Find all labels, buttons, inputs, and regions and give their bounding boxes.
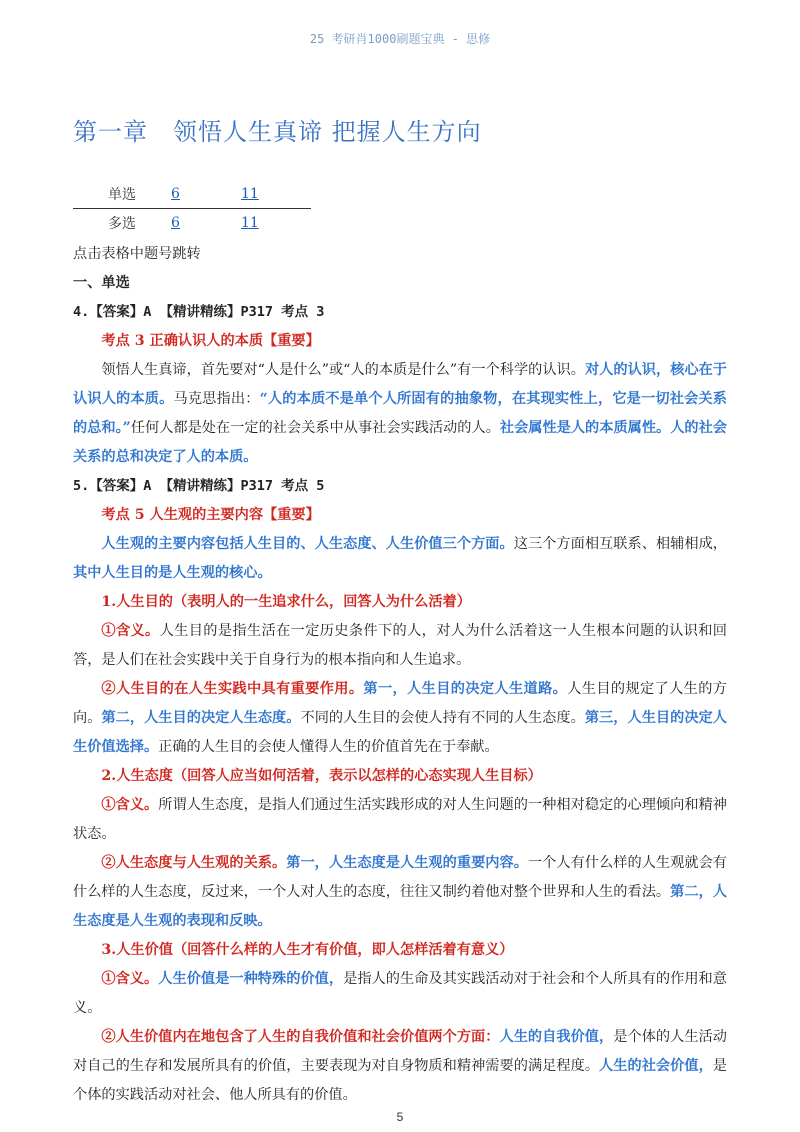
paragraph-s2-meaning: ①含义。所谓人生态度，是指人们通过生活实践形成的对人生问题的一种相对稳定的心理倾向和精神状态。	[73, 797, 727, 842]
paragraph-s3-aspects: ②人生价值内在地包含了人生的自我价值和社会价值两个方面：人生的自我价值，是个体的人生活动对自己的生存和发展所具有的价值，主要表现为对自身物质和精神需要的满足程度。人生的社会价值，是个体的实践活动对社会、他人所具有的价值。	[73, 1029, 727, 1103]
paragraph-s1-meaning: ①含义。人生目的是指生活在一定历史条件下的人，对人为什么活着这一人生根本问题的认识和回答，是人们在社会实践中关于自身行为的根本指向和人生追求。	[73, 623, 727, 668]
nav-link-multi-11[interactable]: 11	[241, 215, 259, 231]
point-title-q5: 考点 5 人生观的主要内容【重要】	[101, 507, 320, 523]
paragraph-s1-role: ②人生目的在人生实践中具有重要作用。第一，人生目的决定人生道路。人生目的规定了人生的方向。第二，人生目的决定人生态度。不同的人生目的会使人持有不同的人生态度。第三，人生目的决定人生价值选择。正确的人生目的会使人懂得人生的价值首先在于奉献。	[73, 681, 727, 755]
nav-hint: 点击表格中题号跳转	[73, 246, 201, 262]
point-title-q4: 考点 3 正确认识人的本质【重要】	[101, 333, 320, 349]
nav-label-single: 单选	[73, 180, 171, 209]
chapter-title: 第一章 领悟人生真谛 把握人生方向	[73, 118, 482, 146]
subsection-title-3: 3.人生价值（回答什么样的人生才有价值，即人怎样活着有意义）	[101, 942, 514, 958]
document-body	[73, 240, 727, 1110]
paragraph-s3-meaning: ①含义。人生价值是一种特殊的价值，是指人的生命及其实践活动对于社会和个人所具有的作用和意义。	[73, 971, 727, 1016]
answer-line-q5: 5.【答案】A 【精讲精练】P317 考点 5	[73, 478, 325, 494]
nav-link-single-6[interactable]: 6	[171, 186, 180, 202]
nav-link-multi-6[interactable]: 6	[171, 215, 180, 231]
subsection-title-2: 2.人生态度（回答人应当如何活着，表示以怎样的心态实现人生目标）	[101, 768, 542, 784]
paragraph-q4: 领悟人生真谛，首先要对“人是什么”或“人的本质是什么”有一个科学的认识。对人的认识，核心在于认识人的本质。马克思指出：“人的本质不是单个人所固有的抽象物，在其现实性上，它是一切社会关系的总和。”任何人都是处在一定的社会关系中从事社会实践活动的人。社会属性是人的本质属性。人的社会关系的总和决定了人的本质。	[73, 362, 727, 465]
running-header: 25 考研肖1000刷题宝典 - 思修	[309, 32, 491, 46]
nav-label-multi: 多选	[108, 216, 136, 232]
question-nav-table	[73, 180, 311, 237]
section-heading-single: 一、单选	[73, 275, 130, 291]
nav-row-single	[73, 180, 311, 209]
subsection-title-1: 1.人生目的（表明人的一生追求什么，回答人为什么活着）	[101, 594, 471, 610]
answer-line-q4: 4.【答案】A 【精讲精练】P317 考点 3	[73, 304, 325, 320]
intro-q5: 人生观的主要内容包括人生目的、人生态度、人生价值三个方面。这三个方面相互联系、相辅相成，其中人生目的是人生观的核心。	[73, 536, 727, 581]
nav-row-multi	[73, 209, 311, 238]
paragraph-s2-relation: ②人生态度与人生观的关系。第一，人生态度是人生观的重要内容。一个人有什么样的人生观就会有什么样的人生态度，反过来，一个人对人生的态度，往往又制约着他对整个世界和人生的看法。第二，人生态度是人生观的表现和反映。	[73, 855, 727, 929]
page-number: 5	[396, 1110, 404, 1124]
nav-link-single-11[interactable]: 11	[241, 186, 259, 202]
